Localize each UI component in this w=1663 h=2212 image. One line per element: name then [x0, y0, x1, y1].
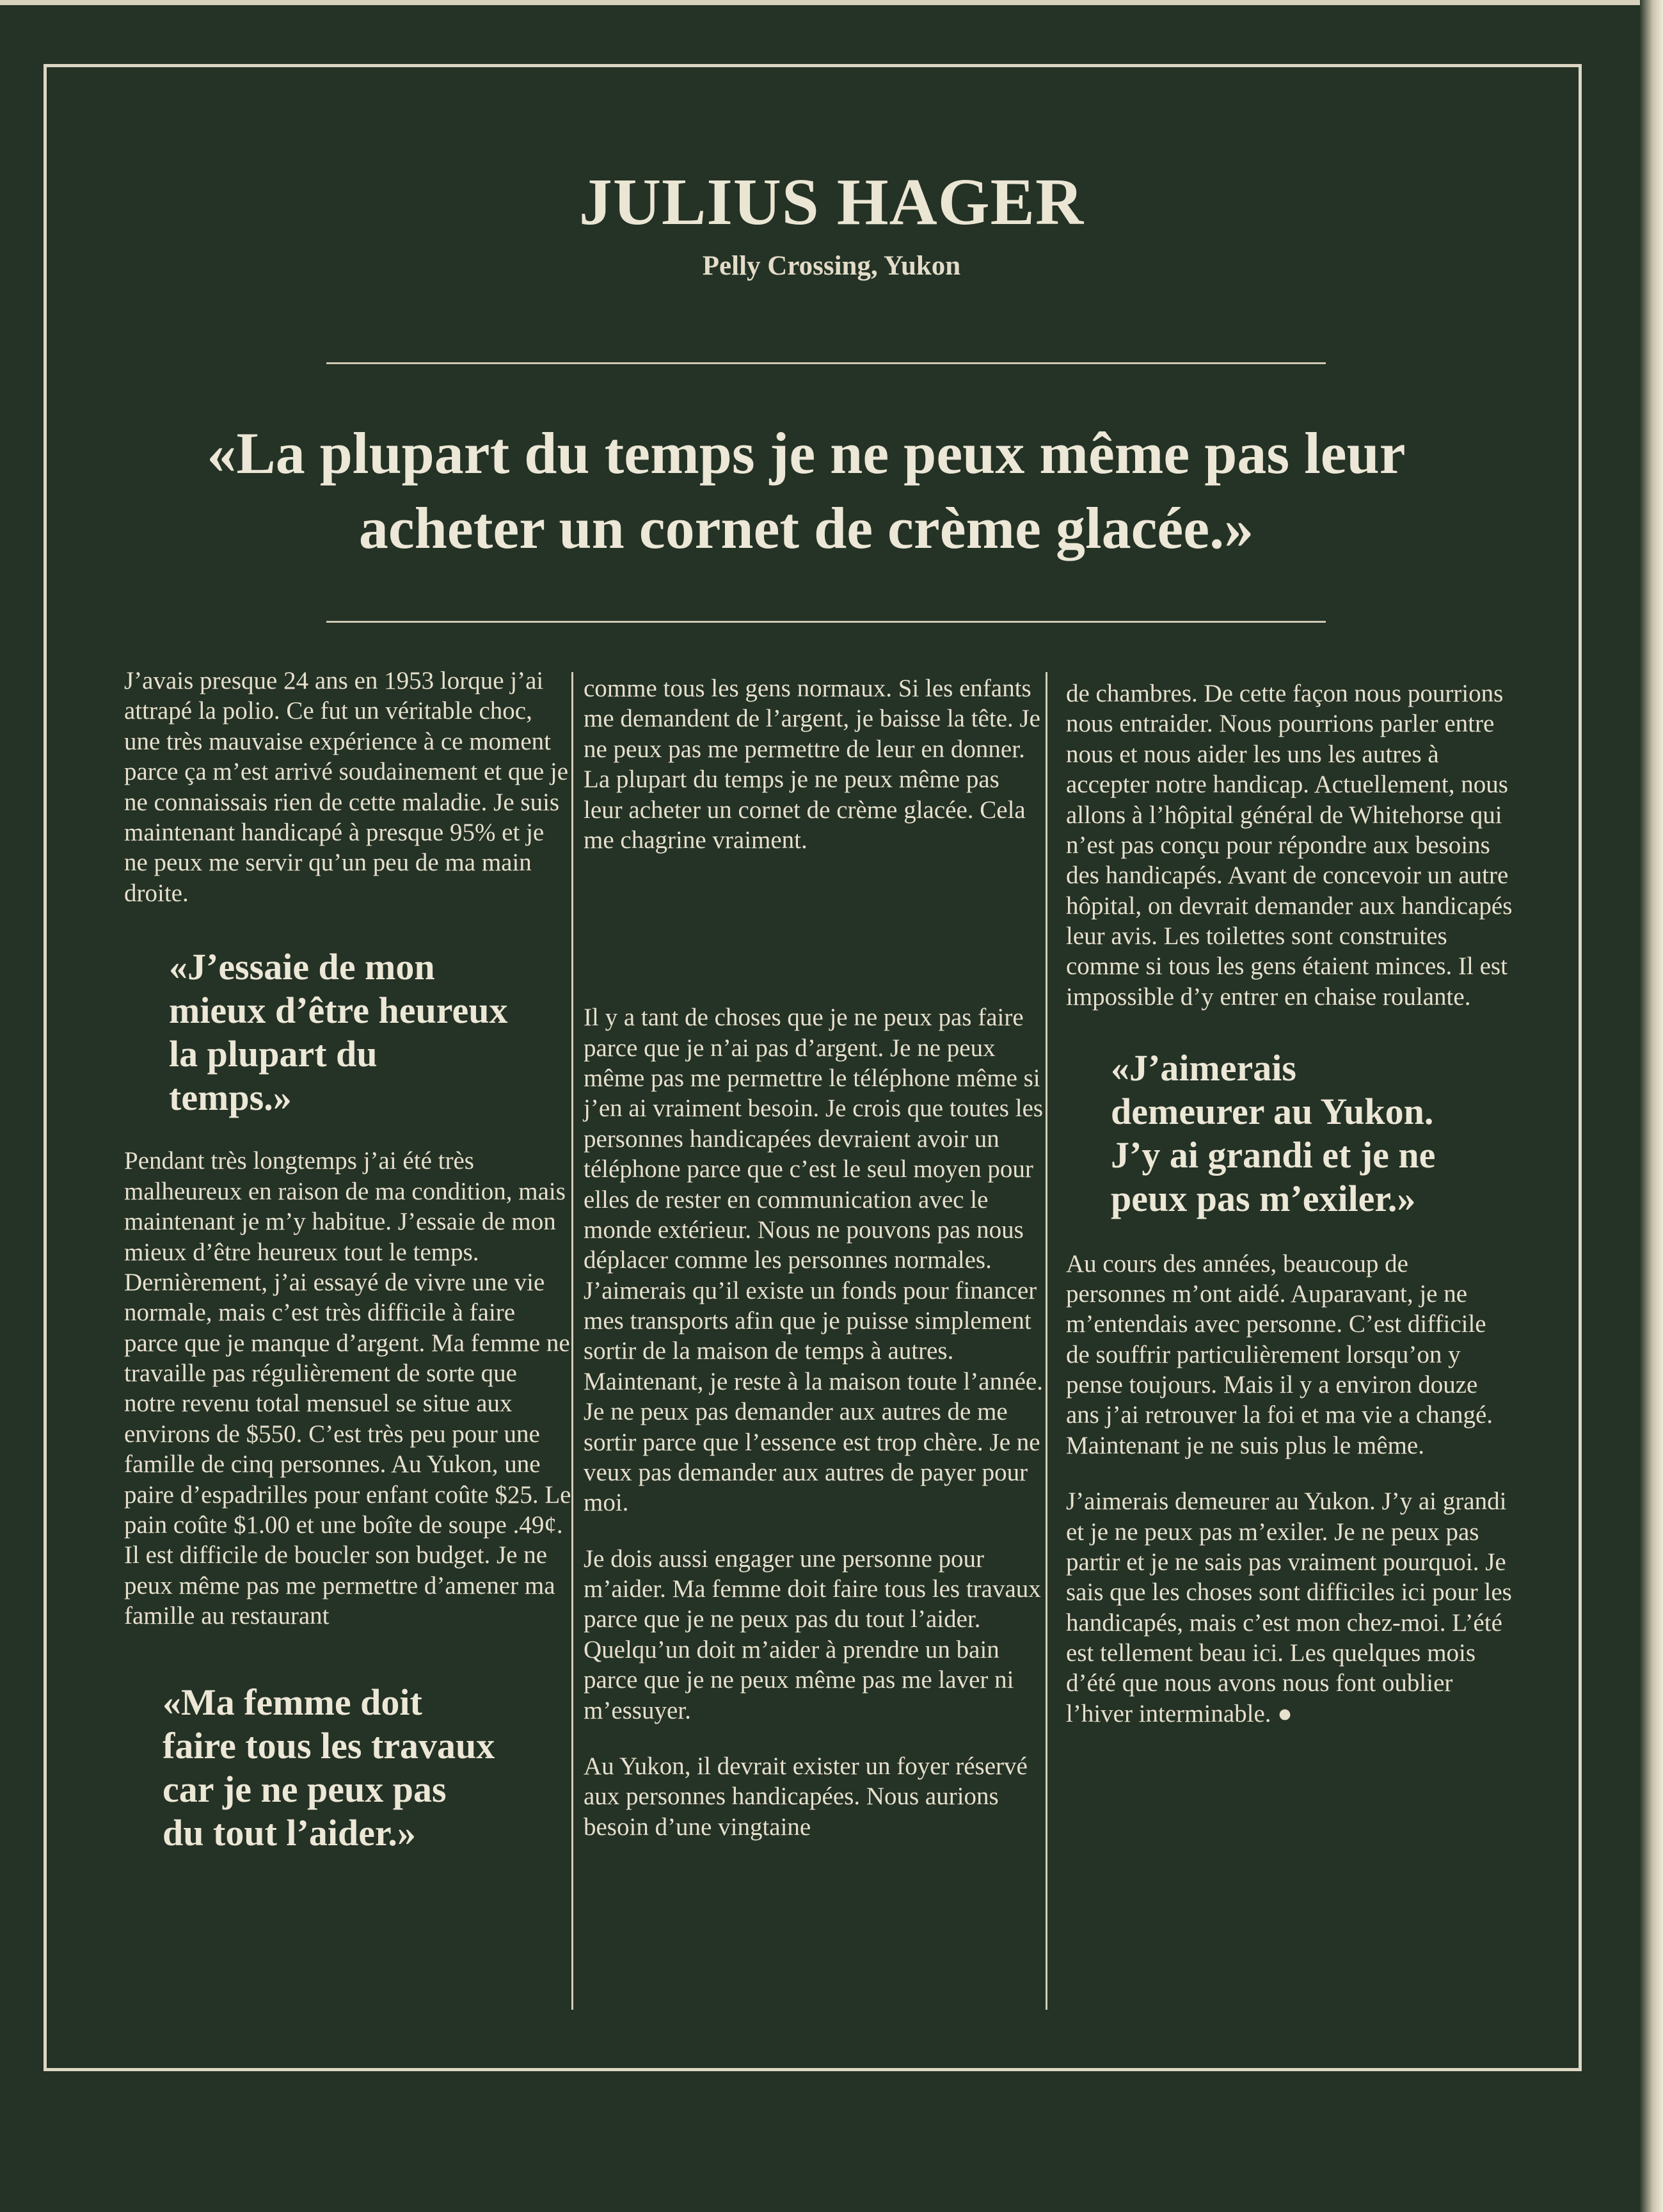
column-1-paragraph-2: Pendant très longtemps j’ai été très malheureux en raison de ma condition, mais maintenant je m’y habitue. J’essaie de mon mieux d’être heureux tout le temps. Dernièrement, j’ai essayé de vivre une vie normale, mais c’est très difficile à faire parce que je manque d’argent. Ma femme ne travaille pas régulièrement de sorte que notre revenu total mensuel se situe aux environs de $550. C’est très peu pour une famille de cinq personnes. Au Yukon, une paire d’espadrilles pour enfant coûte $25. Le pain coûte $1.00 et une boîte de soupe .49¢. Il est difficile de boucler son budget. Je ne peux même pas me permettre d’amener ma famille au restaurant — [124, 1147, 571, 1630]
column-2-paragraph-1: comme tous les gens normaux. Si les enfants me demandent de l’argent, je baisse la tête. Je ne peux pas me permettre de leur en donner. La plupart du temps je ne peux même pas leur acheter un cornet de crème glacée. Cela me chagrine vraiment. — [584, 675, 1040, 854]
column-2 — [584, 673, 1044, 1842]
column-3 — [1066, 678, 1514, 1729]
headline-pull-quote — [102, 416, 1510, 566]
column-1-paragraph-1: J’avais presque 24 ans en 1953 lorque j’ai attrapé la polio. Ce fut un véritable choc, une très mauvaise expérience à ce moment parce ça m’est arrivé soudainement et que je ne connaissais rien de cette maladie. Je suis maintenant handicapé à presque 95% et je ne peux me servir qu’un peu de ma main droite. — [124, 667, 569, 907]
column-divider-2 — [1046, 672, 1047, 2010]
column-3-paragraph-2: Au cours des années, beaucoup de personnes m’ont aidé. Auparavant, je ne m’entendais avec personne. C’est difficile de souffrir particulièrement lorsqu’on y pense toujours. Mais il y a environ douze ans j’ai retrouver la foi et ma vie a changé. Maintenant je ne suis plus le même. — [1066, 1249, 1493, 1459]
pull-quote-line-1: «La plupart du temps je ne peux même pas leur — [207, 421, 1406, 486]
pull-quote-line-2: acheter un cornet de crème glacée.» — [358, 495, 1254, 561]
author-location: Pelly Crossing, Yukon — [702, 251, 961, 281]
author-name: JULIUS HAGER — [578, 165, 1085, 239]
column-3-paragraph-1: de chambres. De cette façon nous pourrions nous entraider. Nous pourrions parler entre nous et nous aider les uns les autres à accepter notre handicap. Actuellement, nous allons à l’hôpital général de Whitehorse qui n’est pas conçu pour répondre aux besoins des handicapés. Avant de concevoir un autre hôpital, on devrait demander aux handicapés leur avis. Les toilettes sont construites comme si tous les gens étaient minces. Il est impossible d’y entrer en chaise roulante. — [1066, 680, 1513, 1011]
column-3-pull-quote-1: «J’aimerais demeurer au Yukon. J’y ai grandi et je ne peux pas m’exiler.» — [1111, 1047, 1436, 1219]
page-top-edge — [0, 0, 1663, 5]
column-divider-1 — [571, 672, 573, 2010]
column-1-pull-quote-1: «J’essaie de mon mieux d’être heureux la plupart du temps.» — [169, 946, 508, 1118]
column-1 — [124, 666, 572, 1855]
column-2-paragraph-3: Je dois aussi engager une personne pour m’aider. Ma femme doit faire tous les travaux parce que je ne peux pas du tout l’aider. Quelqu’un doit m’aider à prendre un bain parce que je ne peux même pas me laver ni m’essuyer. — [584, 1544, 1041, 1724]
page-right-edge — [1640, 0, 1663, 2212]
top-rule — [326, 362, 1326, 364]
column-3-paragraph-3: J’aimerais demeurer au Yukon. J’y ai grandi et je ne peux pas m’exiler. Je ne peux pas partir et je ne sais pas vraiment pourquoi. Je sais que les choses sont difficiles ici pour les handicapés, mais c’est mon chez-moi. L’été est tellement beau ici. Les quelques mois d’été que nous avons nous font oublier l’hiver interminable. ● — [1066, 1487, 1512, 1727]
bottom-rule — [326, 621, 1326, 623]
column-2-paragraph-2: Il y a tant de choses que je ne peux pas faire parce que je n’ai pas d’argent. Je ne peux même pas me permettre le téléphone même si j’en ai vraiment besoin. Je crois que toutes les personnes handicapées devraient avoir un téléphone parce que c’est le seul moyen pour elles de rester en communication avec le monde extérieur. Nous ne pouvons pas nous déplacer comme les personnes normales. J’aimerais qu’il existe un fonds pour financer mes transports afin que je puisse simplement sortir de la maison de temps à autres. Maintenant, je reste à la maison toute l’année. Je ne peux pas demander aux autres de me sortir parce que l’essence est trop chère. Je ne veux pas demander aux autres de payer pour moi. — [584, 1004, 1044, 1517]
column-1-pull-quote-2: «Ma femme doit faire tous les travaux car je ne peux pas du tout l’aider.» — [163, 1681, 495, 1854]
article-header — [0, 165, 1663, 281]
column-2-paragraph-4: Au Yukon, il devrait exister un foyer réservé aux personnes handicapées. Nous aurions besoin d’une vingtaine — [584, 1752, 1028, 1841]
